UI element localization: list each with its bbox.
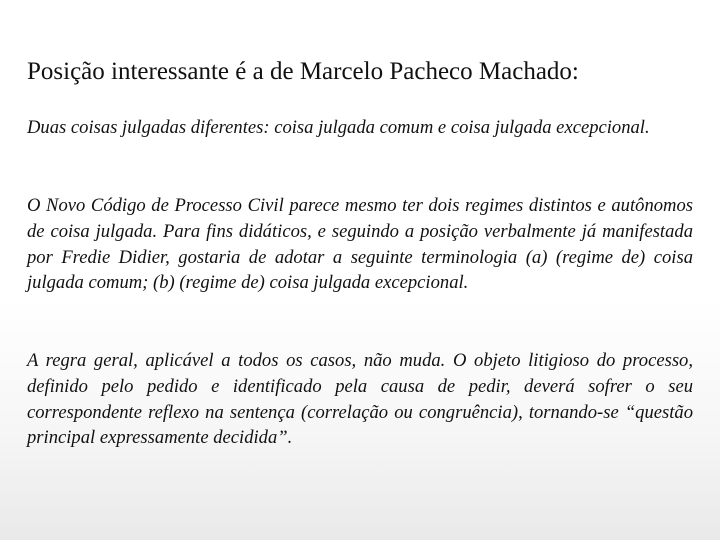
paragraph-regra-geral: A regra geral, aplicável a todos os casos, não muda. O objeto litigioso do processo, definido pelo pedido e identificado pela causa de pedir, deverá sofrer o seu correspondente reflexo na sentença (correlação ou congruência), tornando-se “questão principal expressamente decidida”. (27, 350, 693, 449)
slide-title: Posição interessante é a de Marcelo Pacheco Machado: (27, 58, 579, 85)
paragraph-coisa-julgada-tipos: Duas coisas julgadas diferentes: coisa julgada comum e coisa julgada excepcional. (27, 117, 650, 138)
paragraph-regimes-distintos: O Novo Código de Processo Civil parece mesmo ter dois regimes distintos e autônomos de coisa julgada. Para fins didáticos, e seguindo a posição verbalmente já manifestada por Fredie Didier, gostaria de adotar a seguinte terminologia (a) (regime de) coisa julgada comum; (b) (regime de) coisa julgada excepcional. (27, 195, 693, 294)
